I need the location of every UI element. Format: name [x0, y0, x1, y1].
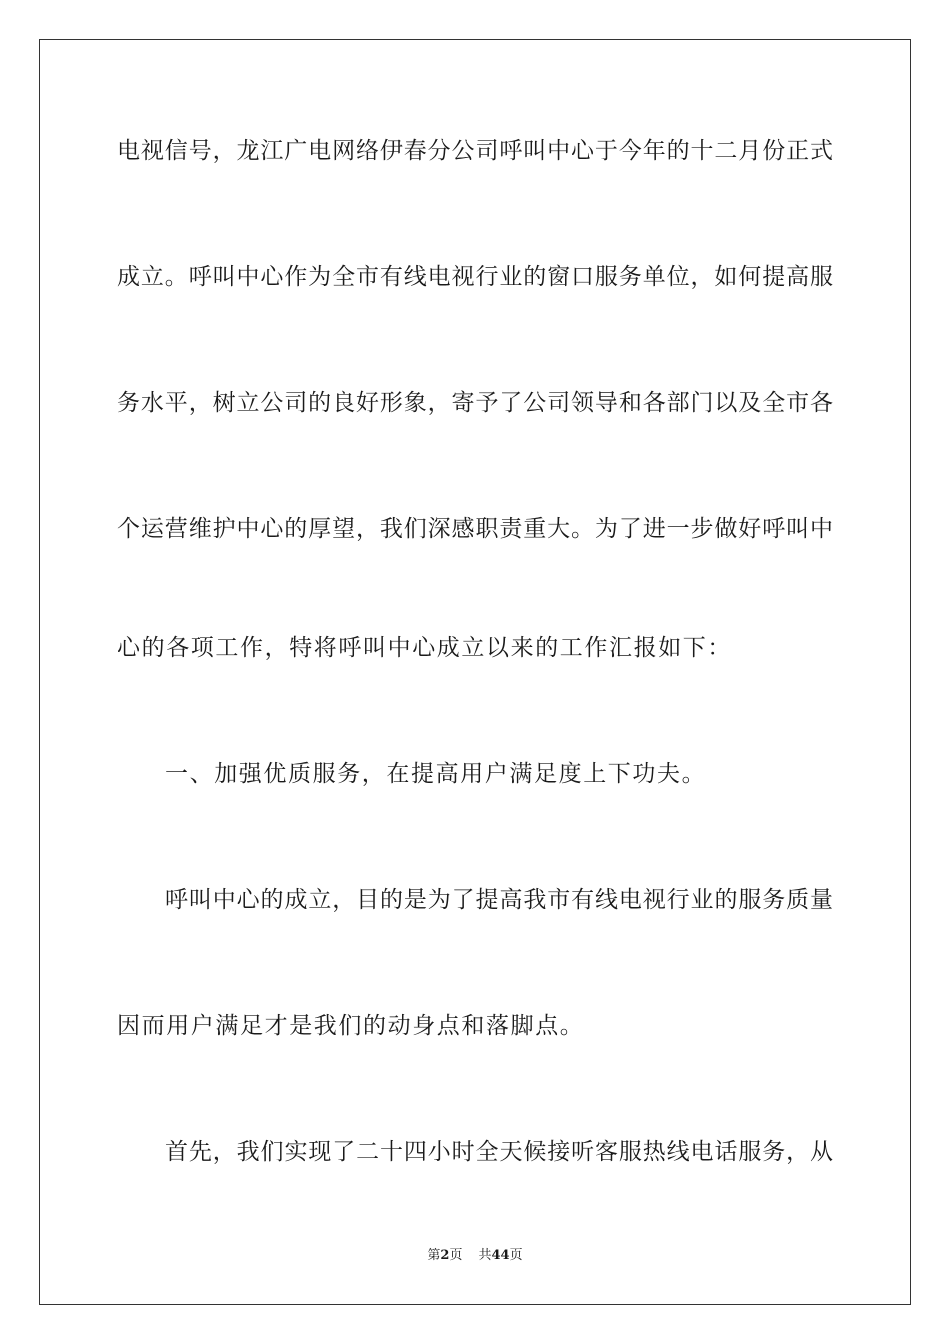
page-footer — [0, 1248, 950, 1264]
body-text-line-3: 务水平，树立公司的良好形象，寄予了公司领导和各部门以及全市各 — [117, 390, 833, 416]
footer-page-prefix: 第 — [427, 1248, 441, 1263]
body-text-line-1: 电视信号，龙江广电网络伊春分公司呼叫中心于今年的十二月份正式 — [117, 138, 833, 164]
body-text-line-4: 个运营维护中心的厚望，我们深感职责重大。为了进一步做好呼叫中 — [117, 516, 833, 542]
body-text-line-5: 心的各项工作，特将呼叫中心成立以来的工作汇报如下： — [117, 635, 732, 661]
body-text-line-7: 呼叫中心的成立，目的是为了提高我市有线电视行业的服务质量 — [165, 887, 833, 913]
page-border — [39, 39, 911, 1305]
section-heading: 一、加强优质服务，在提高用户满足度上下功夫。 — [165, 761, 707, 787]
body-text-line-8: 因而用户满足才是我们的动身点和落脚点。 — [117, 1013, 585, 1039]
footer-page-suffix: 页 — [449, 1248, 463, 1263]
footer-page-number: 2 — [440, 1248, 450, 1263]
body-text-line-2: 成立。呼叫中心作为全市有线电视行业的窗口服务单位，如何提高服 — [117, 264, 833, 290]
footer-total-number: 44 — [491, 1248, 510, 1263]
footer-total-prefix: 共 — [478, 1248, 492, 1263]
body-text-line-9: 首先，我们实现了二十四小时全天候接听客服热线电话服务，从 — [165, 1139, 833, 1165]
footer-total-suffix: 页 — [509, 1248, 523, 1263]
